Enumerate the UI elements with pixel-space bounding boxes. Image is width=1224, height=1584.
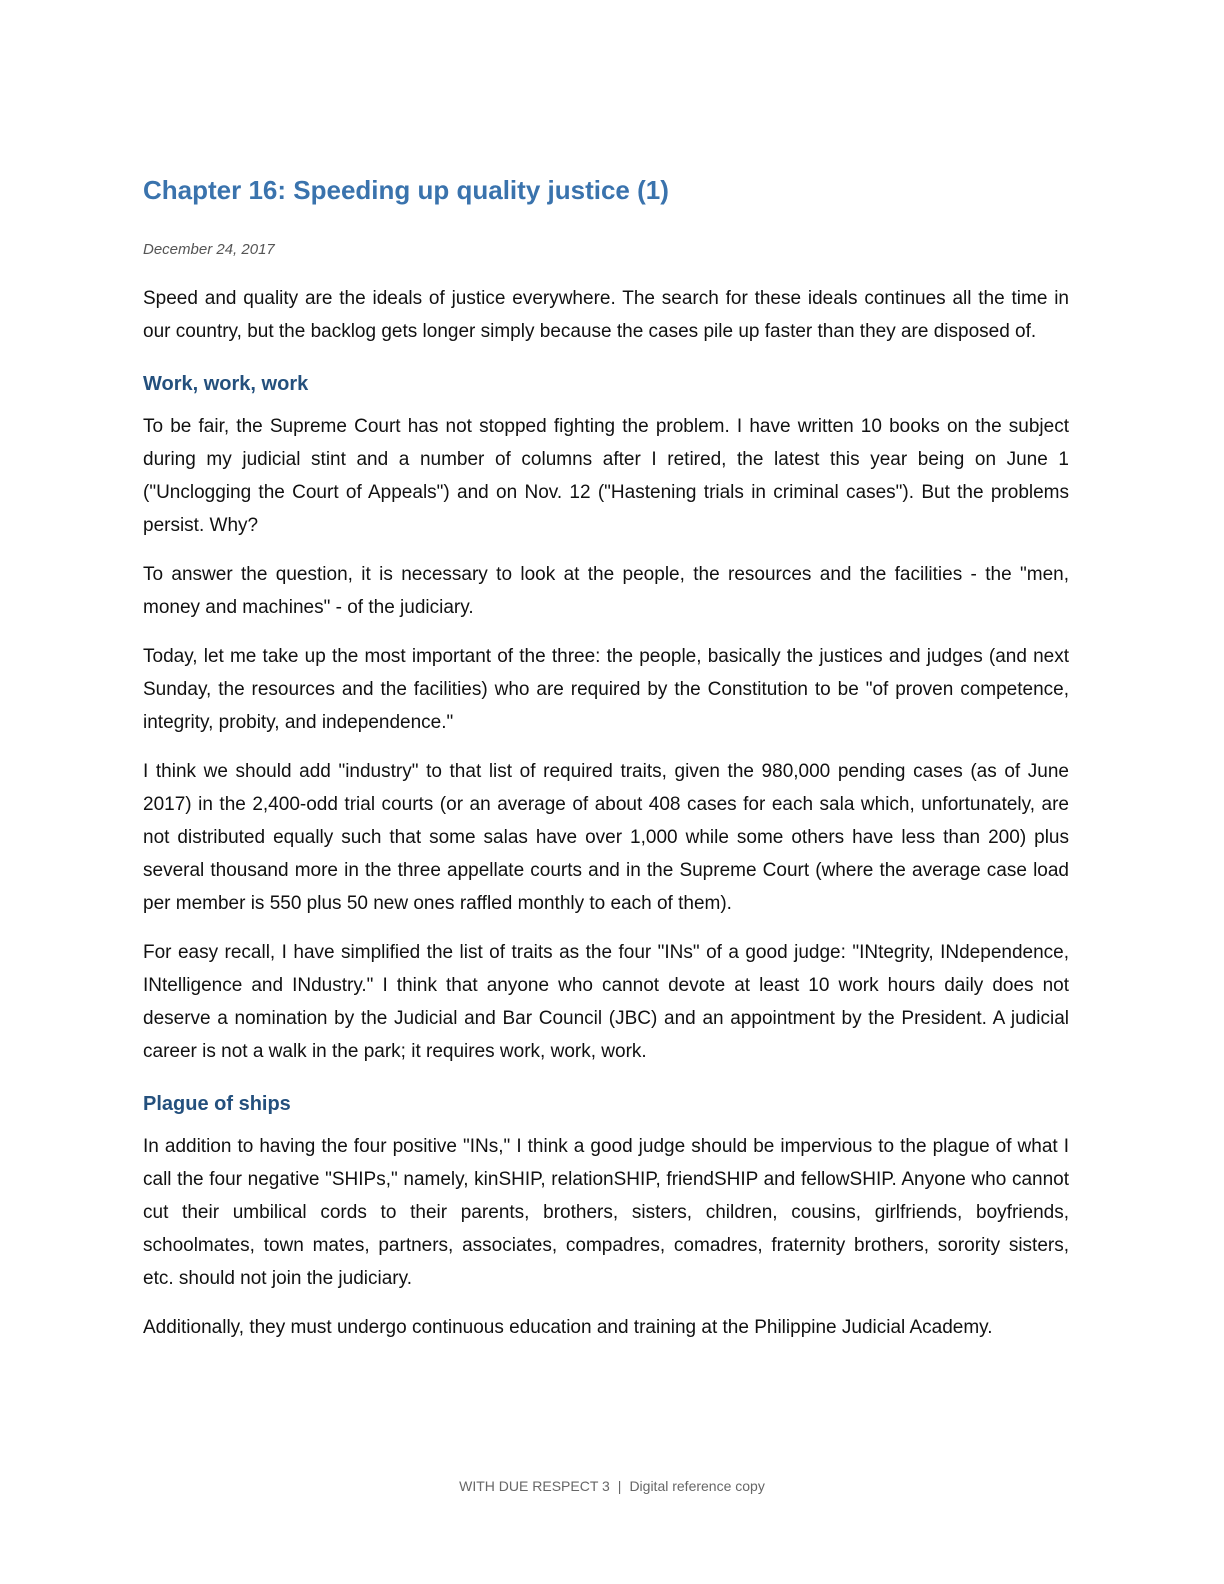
paragraph: Today, let me take up the most important of the three: the people, basically the justices and judges (and next Sunday, the resources and the facilities) who are required by the Constitution to be "of proven competence, integrity, probity, and independence."	[143, 646, 1069, 733]
paragraph: In addition to having the four positive "INs," I think a good judge should be impervious to the plague of what I call the four negative "SHIPs," namely, kinSHIP, relationSHIP, friendSHIP and fellowSHIP. Anyone who cannot cut their umbilical cords to their parents, brothers, sisters, children, cousins, girlfriends, boyfriends, schoolmates, town mates, partners, associates, compadres, comadres, fraternity brothers, sorority sisters, etc. should not join the judiciary.	[143, 1136, 1069, 1289]
paragraph: To be fair, the Supreme Court has not stopped fighting the problem. I have written 10 books on the subject during my judicial stint and a number of columns after I retired, the latest this year being on June 1 ("Unclogging the Court of Appeals") and on Nov. 12 ("Hastening trials in criminal cases"). But the problems persist. Why?	[143, 416, 1069, 536]
intro-paragraph: Speed and quality are the ideals of justice everywhere. The search for these ideals continues all the time in our country, but the backlog gets longer simply because the cases pile up faster than they are disposed of.	[143, 288, 1069, 342]
paragraph: I think we should add "industry" to that list of required traits, given the 980,000 pending cases (as of June 2017) in the 2,400-odd trial courts (or an average of about 408 cases for each sala which, unfortunately, are not distributed equally such that some salas have over 1,000 while some others have less than 200) plus several thousand more in the three appellate courts and in the Supreme Court (where the average case load per member is 550 plus 50 new ones raffled monthly to each of them).	[143, 761, 1069, 914]
footer-book-title: WITH DUE RESPECT 3	[459, 1478, 610, 1494]
paragraph: For easy recall, I have simplified the list of traits as the four "INs" of a good judge: "INtegrity, INdependence, INtelligence and INdustry." I think that anyone who cannot devote at least 10 work hours daily does not deserve a nomination by the Judicial and Bar Council (JBC) and an appointment by the President. A judicial career is not a walk in the park; it requires work, work, work.	[143, 942, 1069, 1062]
paragraph: To answer the question, it is necessary to look at the people, the resources and the facilities - the "men, money and machines" - of the judiciary.	[143, 564, 1069, 618]
section-heading-work: Work, work, work	[143, 373, 309, 395]
footer-note: Digital reference copy	[629, 1478, 765, 1494]
footer-separator: |	[617, 1478, 622, 1494]
document-page	[143, 170, 1069, 1360]
publication-date: December 24, 2017	[143, 241, 275, 258]
chapter-title: Chapter 16: Speeding up quality justice (1)	[143, 175, 669, 205]
page-footer	[0, 1478, 1224, 1494]
section-heading-ships: Plague of ships	[143, 1093, 291, 1115]
paragraph: Additionally, they must undergo continuous education and training at the Philippine Judicial Academy.	[143, 1317, 993, 1338]
